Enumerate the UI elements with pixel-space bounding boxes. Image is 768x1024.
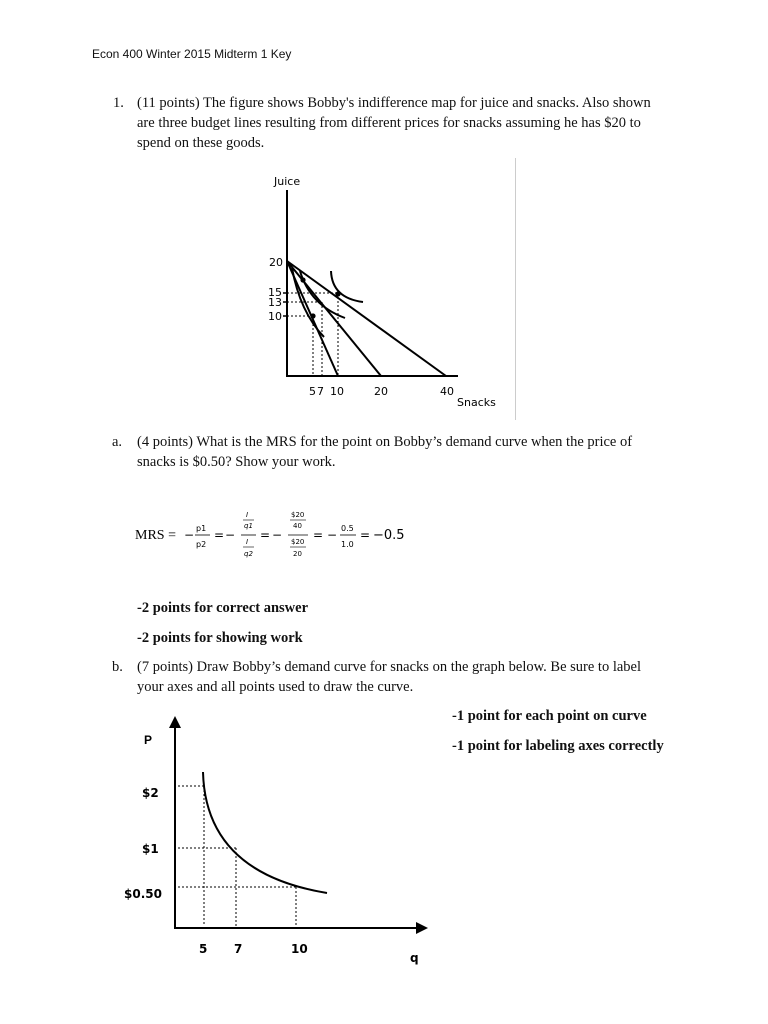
part-a-line-2: snacks is $0.50? Show your work. [137,454,336,470]
mrs-p2: p2 [196,540,207,549]
svg-text:=: = [260,528,271,542]
part-b-line-1: (7 points) Draw Bobby’s demand curve for snacks on the graph below. Be sure to label [137,659,642,675]
mrs-equation [0,500,768,570]
quantity-tick-10: 10 [291,942,308,956]
quantity-axis-arrow [416,922,428,934]
y-tick-15: 15 [268,286,282,299]
svg-text:−: − [184,528,195,542]
optimum-point-1 [310,313,315,318]
svg-text:−: − [225,528,236,542]
figure1-guides [287,293,338,376]
part-a-line-1: (4 points) What is the MRS for the point on Bobby’s demand curve when the price of [137,434,633,450]
svg-text:$20: $20 [291,538,305,546]
part-b-grading-1: -1 point for each point on curve [452,708,647,724]
question-line-1: (11 points) The figure shows Bobby's indifference map for juice and snacks. Also shown [137,95,651,111]
x-tick-20: 20 [374,385,388,398]
question-line-3: spend on these goods. [137,135,265,151]
part-a-label: a. [112,434,123,450]
svg-text:q1: q1 [244,522,253,530]
price-tick-1: $1 [142,842,159,856]
page-header: Econ 400 Winter 2015 Midterm 1 Key [92,47,292,61]
part-a-grading-2: -2 points for showing work [137,630,303,646]
y-tick-20: 20 [269,256,283,269]
quantity-tick-5: 5 [199,942,208,956]
part-a-grading-1: -2 points for correct answer [137,600,309,616]
price-tick-050: $0.50 [124,887,162,901]
demand-curve [203,772,327,893]
svg-text:1.0: 1.0 [341,540,354,549]
y-tick-13: 13 [268,296,282,309]
x-tick-40: 40 [440,385,454,398]
question-number: 1. [113,95,124,111]
quantity-axis-label: q [410,951,419,965]
price-axis-arrow [169,716,181,728]
price-axis-label: P [144,733,153,747]
svg-text:$20: $20 [291,511,305,519]
snacks-axis-label: Snacks [457,396,496,409]
svg-text:−: − [272,528,283,542]
svg-text:=: = [214,528,225,542]
indifference-map-figure [0,0,768,430]
part-b-label: b. [112,659,123,675]
mrs-result: −0.5 [373,528,405,543]
x-tick-5: 5 [309,385,316,398]
price-tick-2: $2 [142,786,159,800]
demand-curve-figure [0,700,768,980]
x-tick-7: 7 [317,385,324,398]
svg-text:q2: q2 [244,550,253,558]
quantity-tick-7: 7 [234,942,243,956]
svg-text:20: 20 [293,550,302,558]
question-line-2: are three budget lines resulting from different prices for snacks assuming he has $20 to [137,115,641,131]
figure2-guides [178,786,296,926]
y-tick-10: 10 [268,310,282,323]
part-b-grading-2: -1 point for labeling axes correctly [452,738,664,754]
svg-text:=: = [360,528,371,542]
svg-text:I: I [246,538,249,546]
svg-text:=: = [313,528,324,542]
mrs-p1: p1 [196,524,207,533]
svg-text:−: − [327,528,338,542]
svg-text:I: I [246,511,249,519]
juice-axis-label: Juice [274,175,301,188]
svg-text:0.5: 0.5 [341,524,354,533]
part-b-line-2: your axes and all points used to draw the curve. [137,679,414,695]
optimum-point-2 [300,277,305,282]
mrs-lhs: MRS = [135,528,176,543]
x-tick-10: 10 [330,385,344,398]
svg-text:40: 40 [293,522,302,530]
optimum-point-3 [335,291,340,296]
